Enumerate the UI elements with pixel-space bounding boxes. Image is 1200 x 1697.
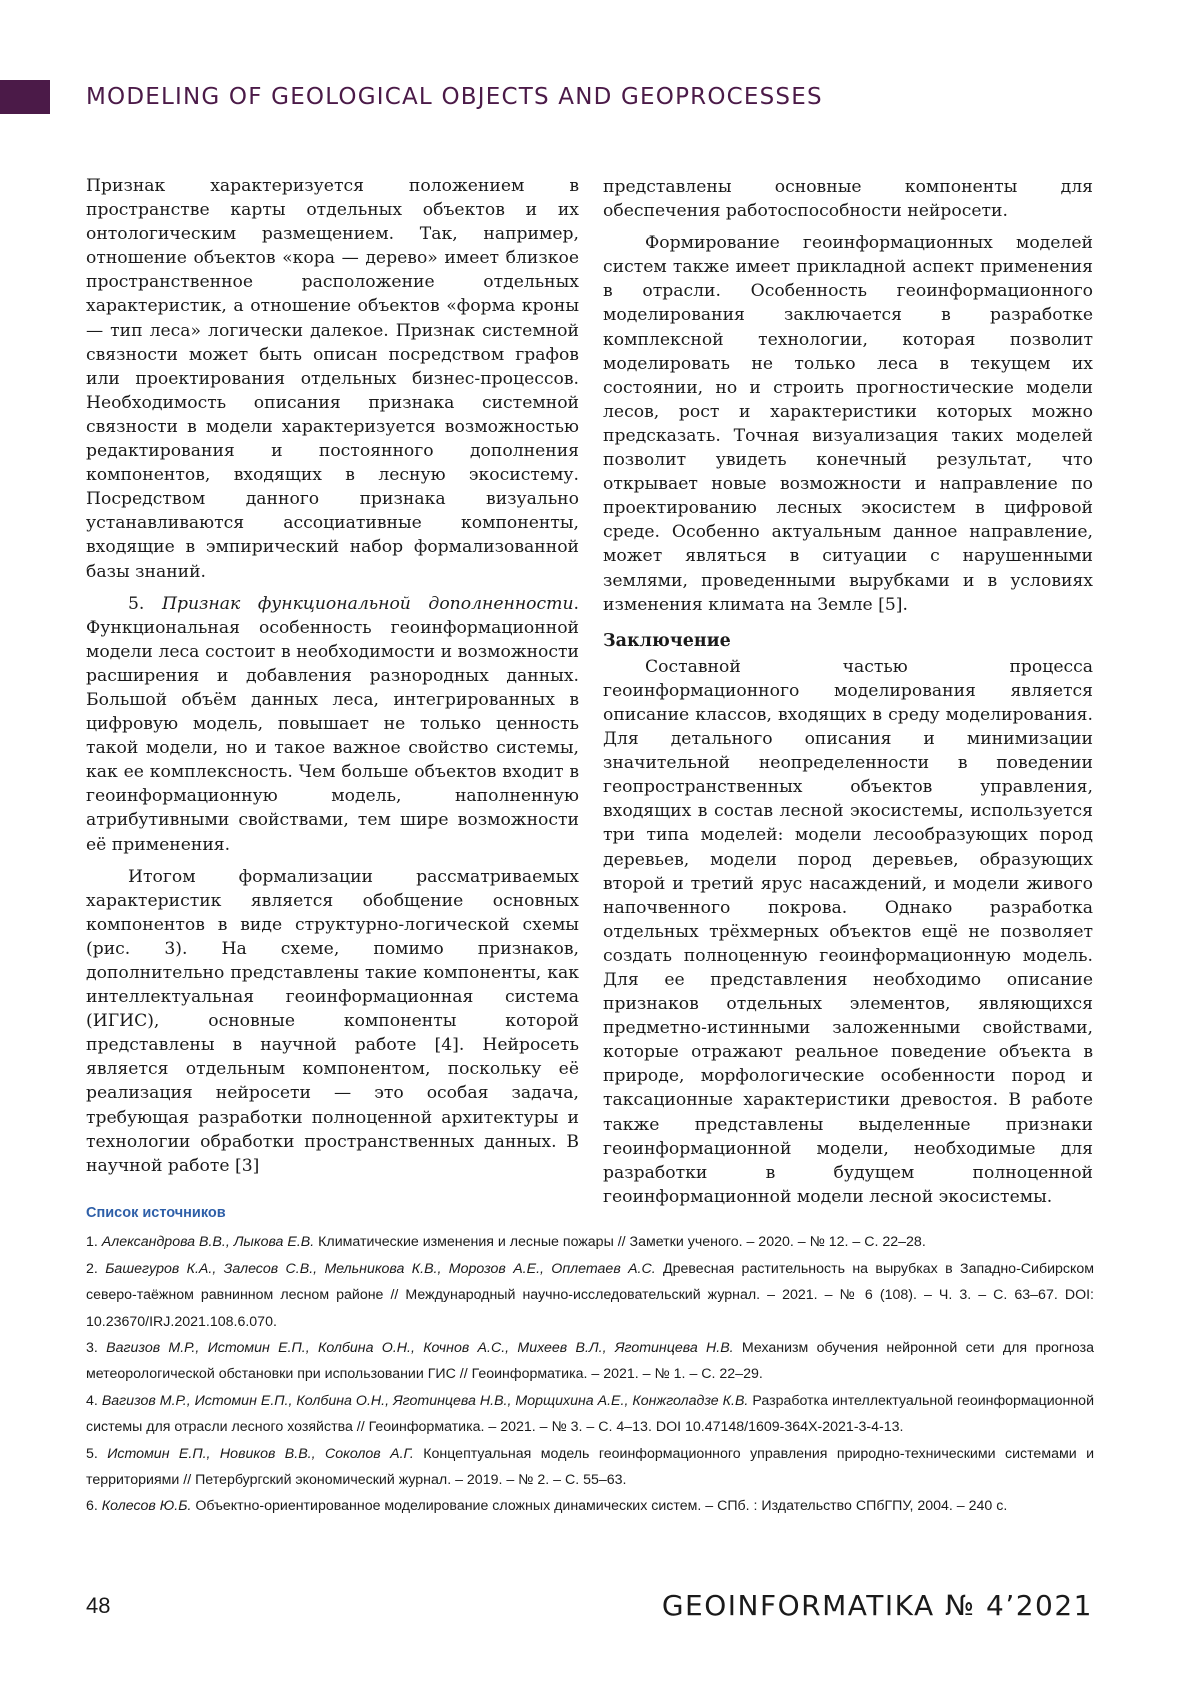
conclusion-heading: Заключение [603, 630, 731, 651]
reference-text: Объектно-ориентированное моделирование сложных динамических систем. – СПб. : Издательство СПбГПУ, 2004. – 240 с. [191, 1498, 1008, 1515]
reference-text: Климатические изменения и лесные пожары // Заметки ученого. – 2020. – № 12. – С. 22–28. [314, 1234, 926, 1251]
paragraph [86, 592, 579, 857]
reference-item [86, 1441, 1094, 1494]
references-list [86, 1229, 1094, 1519]
section-header: MODELING OF GEOLOGICAL OBJECTS AND GEOPROCESSES [86, 84, 823, 110]
left-column [86, 174, 579, 1178]
references-title: Список источников [86, 1205, 226, 1221]
reference-authors: Истомин Е.П., Новиков В.В., Соколов А.Г. [107, 1445, 414, 1462]
reference-number: 6. [86, 1498, 102, 1515]
reference-item [86, 1229, 1094, 1255]
reference-authors: Колесов Ю.Б. [101, 1498, 192, 1515]
journal-title: GEOINFORMATIKA № 4’2021 [661, 1589, 1093, 1622]
reference-text: Механизм обучения нейронной сети для прогноза метеорологической обстановки при использовании ГИС // Геоинформатика. – 2021. – № 1. – С. 22–29. [86, 1340, 1095, 1383]
reference-authors: Вагизов М.Р., Истомин Е.П., Колбина О.Н., Яготинцева Н.В., Морщихина А.Е., Конжголадзе К.В. [101, 1392, 749, 1409]
paragraph: Формирование геоинформационных моделей систем также имеет прикладной аспект применения в отрасли. Особенность геоинформационного моделирования заключается в разработке комплексной технологии, которая позволит моделировать не только леса в текущем их состоянии, но и строить прогностические модели лесов, рост и характеристики которых можно предсказать. Точная визуализация таких моделей позволит увидеть конечный результат, что открывает новые возможности и направление по проектированию лесных экосистем в цифровой среде. Особенно актуальным данное направление, может являться в ситуации с нарушенными землями, проведенными вырубками и в условиях изменения климата на Земле [5]. [603, 233, 1093, 615]
right-column [603, 175, 1093, 1209]
reference-number: 3. [86, 1340, 107, 1357]
paragraph: Признак характеризуется положением в пространстве карты отдельных объектов и их онтологическим размещением. Так, например, отношение объектов «кора — дерево» имеет близкое пространственное расположение отдельных характеристик, а отношение объектов «форма кроны — тип леса» логически далекое. Признак системной связности может быть описан посредством графов или проектирования отдельных бизнес-процессов. Необходимость описания признака системной связности в модели характеризуется возможностью редактирования и постоянного дополнения компонентов, входящих в лесную экосистему. Посредством данного признака визуально устанавливаются ассоциативные компоненты, входящие в эмпирический набор формализованной базы знаний. [86, 176, 579, 582]
header-accent-bar [0, 80, 50, 114]
paragraph: Составной частью процесса геоинформационного моделирования является описание классов, входящих в среду моделирования. Для детального описания и минимизации значительной неопределенности в поведении геопространственных объектов управления, входящих в состав лесной экосистемы, используется три типа моделей: модели лесообразующих пород деревьев, модели пород деревьев, образующих второй и третий ярус насаждений, и модели живого напочвенного покрова. Однако разработка отдельных трёхмерных объектов ещё не позволяет создать полноценную геоинформационную модель. Для ее представления необходимо описание признаков отдельных элементов, являющихся предметно-истинными заложенными свойствами, которые отражают реальное поведение объекта в природе, морфологические особенности пород и таксационные характеристики древостоя. В работе также представлены выделенные признаки геоинформационной модели, необходимые для разработки в будущем полноценной геоинформационной модели лесной экосистемы. [603, 656, 1093, 1207]
paragraph: представлены основные компоненты для обеспечения работоспособности нейросети. [603, 177, 1093, 222]
reference-authors: Вагизов М.Р., Истомин Е.П., Колбина О.Н., Кочнов А.С., Михеев В.Л., Яготинцева Н.В. [106, 1340, 734, 1357]
reference-number: 1. [86, 1234, 102, 1251]
reference-authors: Башегуров К.А., Залесов С.В., Мельникова К.В., Морозов А.Е., Оплетаев А.С. [105, 1260, 656, 1277]
reference-text: Древесная растительность на вырубках в Западно-Сибирском северо-таёжном равнинном лесном районе // Международный научно-исследовательский журнал. – 2021. – № 6 (108). – Ч. 3. – С. 63–67. DOI: 10.23670/IRJ.2021.108.6.070. [86, 1260, 1095, 1330]
paragraph-text: . Функциональная особенность геоинформационной модели леса состоит в необходимости и возможности расширения и добавления разнородных данных. Большой объём данных леса, интегрированных в цифровую модель, повышает не только ценность такой модели, но и такое важное свойство системы, как ее комплексность. Чем больше объектов входит в геоинформационную модель, наполненную атрибутивными свойствами, тем шире возможности её применения. [86, 593, 579, 855]
reference-number: 2. [86, 1260, 106, 1277]
reference-number: 4. [86, 1392, 102, 1409]
reference-text: Концептуальная модель геоинформационного управления природно-техническими системами и территориями // Петербургский экономический журнал. – 2019. – № 2. – С. 55–63. [86, 1445, 1094, 1489]
paragraph: Итогом формализации рассматриваемых характеристик является обобщение основных компонентов в виде структурно-логической схемы (рис. 3). На схеме, помимо признаков, дополнительно представлены такие компоненты, как интеллектуальная геоинформационная система (ИГИС), основные компоненты которой представлены в научной работе [4]. Нейросеть является отдельным компонентом, поскольку её реализация нейросети — это особая задача, требующая разработки полноценной архитектуры и технологии обработки пространственных данных. В научной работе [3] [86, 866, 579, 1176]
feature-title: Признак функциональной дополненности [161, 593, 574, 614]
reference-item [86, 1256, 1094, 1335]
reference-item [86, 1388, 1094, 1441]
reference-number: 5. [86, 1445, 108, 1462]
reference-item [86, 1493, 1094, 1519]
reference-text: Разработка интеллектуальной геоинформационной системы для отрасли лесного хозяйства // Геоинформатика. – 2021. – № 3. – С. 4–13. DOI 10.47148/1609-364X-2021-3-4-13. [86, 1392, 1094, 1436]
reference-item [86, 1335, 1094, 1388]
reference-authors: Александрова В.В., Лыкова Е.В. [101, 1234, 315, 1251]
references-section [86, 1200, 1094, 1520]
page-number: 48 [86, 1593, 111, 1618]
paragraph-number: 5. [128, 593, 162, 614]
